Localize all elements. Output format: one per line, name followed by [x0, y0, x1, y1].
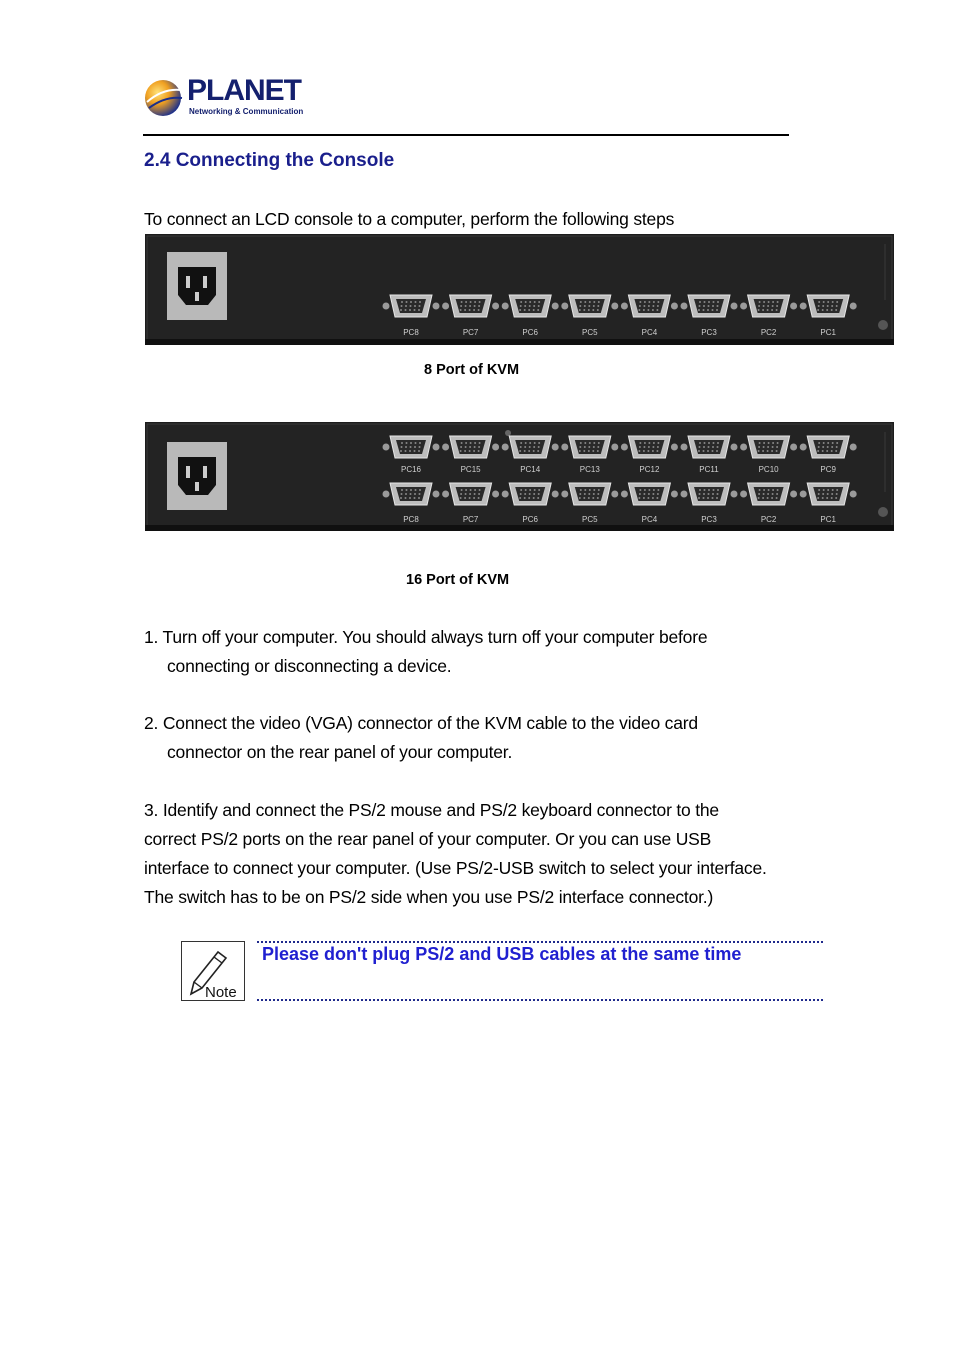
port-label-pc10: PC10 — [758, 465, 779, 474]
logo-tagline: Networking & Communication — [189, 107, 304, 116]
step-1 — [144, 623, 707, 681]
port-label-pc4: PC4 — [641, 328, 658, 337]
step-2 — [144, 709, 698, 767]
note-icon-label: Note — [205, 984, 237, 1000]
step-3-line-2: correct PS/2 ports on the rear panel of your computer. Or you can use USB — [144, 829, 712, 849]
port-label-pc1: PC1 — [820, 328, 836, 337]
note-icon-box — [181, 941, 245, 1001]
port-label-pc2: PC2 — [760, 515, 777, 524]
section-title: 2.4 Connecting the Console — [144, 150, 395, 171]
port-label-pc15: PC15 — [460, 465, 481, 474]
port-label-pc11: PC11 — [699, 465, 719, 474]
step-3-line-3: interface to connect your computer. (Use PS/2-USB switch to select your interface. — [144, 858, 767, 878]
port-label-pc2: PC2 — [760, 328, 777, 337]
logo-wordmark: PLANET — [187, 74, 301, 107]
port-label-pc9: PC9 — [820, 465, 836, 474]
ground-screw — [878, 320, 888, 330]
port-label-pc14: PC14 — [520, 465, 541, 474]
pencil-icon — [182, 942, 244, 1000]
port-label-pc6: PC6 — [522, 515, 538, 524]
port-label-pc5: PC5 — [582, 515, 598, 524]
port-label-pc12: PC12 — [639, 465, 660, 474]
port-label-pc1: PC1 — [820, 515, 836, 524]
step-1-line-2: connecting or disconnecting a device. — [167, 656, 452, 676]
port-label-pc16: PC16 — [400, 465, 422, 474]
step-2-line-1: 2. Connect the video (VGA) connector of the KVM cable to the video card — [144, 713, 698, 733]
step-1-line-1: 1. Turn off your computer. You should always turn off your computer before — [144, 627, 708, 647]
intro-text: To connect an LCD console to a computer, perform the following steps — [144, 209, 675, 229]
figure-16-port-caption: 16 Port of KVM — [406, 572, 510, 588]
kvm-8-port-rear-panel — [145, 234, 894, 345]
planet-logo — [143, 76, 303, 120]
note-top-dotted-rule — [257, 941, 823, 943]
port-label-pc5: PC5 — [582, 328, 598, 337]
kvm-8-port-panel-image — [145, 234, 894, 345]
port-label-pc3: PC3 — [701, 328, 717, 337]
port-label-pc8: PC8 — [403, 328, 419, 337]
port-label-pc13: PC13 — [579, 465, 600, 474]
note-bottom-dotted-rule — [257, 999, 823, 1001]
ground-screw — [878, 507, 888, 517]
port-label-pc7: PC7 — [462, 328, 479, 337]
figure-8-port-caption: 8 Port of KVM — [424, 362, 520, 378]
step-3 — [144, 796, 844, 912]
port-label-pc6: PC6 — [522, 328, 538, 337]
globe-icon — [143, 76, 185, 118]
kvm-16-port-rear-panel — [145, 422, 894, 531]
port-label-pc4: PC4 — [641, 515, 658, 524]
header-rule — [143, 134, 789, 136]
step-2-line-2: connector on the rear panel of your computer. — [167, 742, 513, 762]
note-text: Please don't plug PS/2 and USB cables at the same time — [262, 944, 742, 964]
port-label-pc3: PC3 — [701, 515, 717, 524]
step-3-line-4: The switch has to be on PS/2 side when you use PS/2 interface connector.) — [144, 887, 714, 907]
step-3-line-1: 3. Identify and connect the PS/2 mouse and PS/2 keyboard connector to the — [144, 800, 719, 820]
kvm-16-port-panel-image — [145, 422, 894, 531]
port-label-pc7: PC7 — [462, 515, 479, 524]
port-label-pc8: PC8 — [403, 515, 419, 524]
